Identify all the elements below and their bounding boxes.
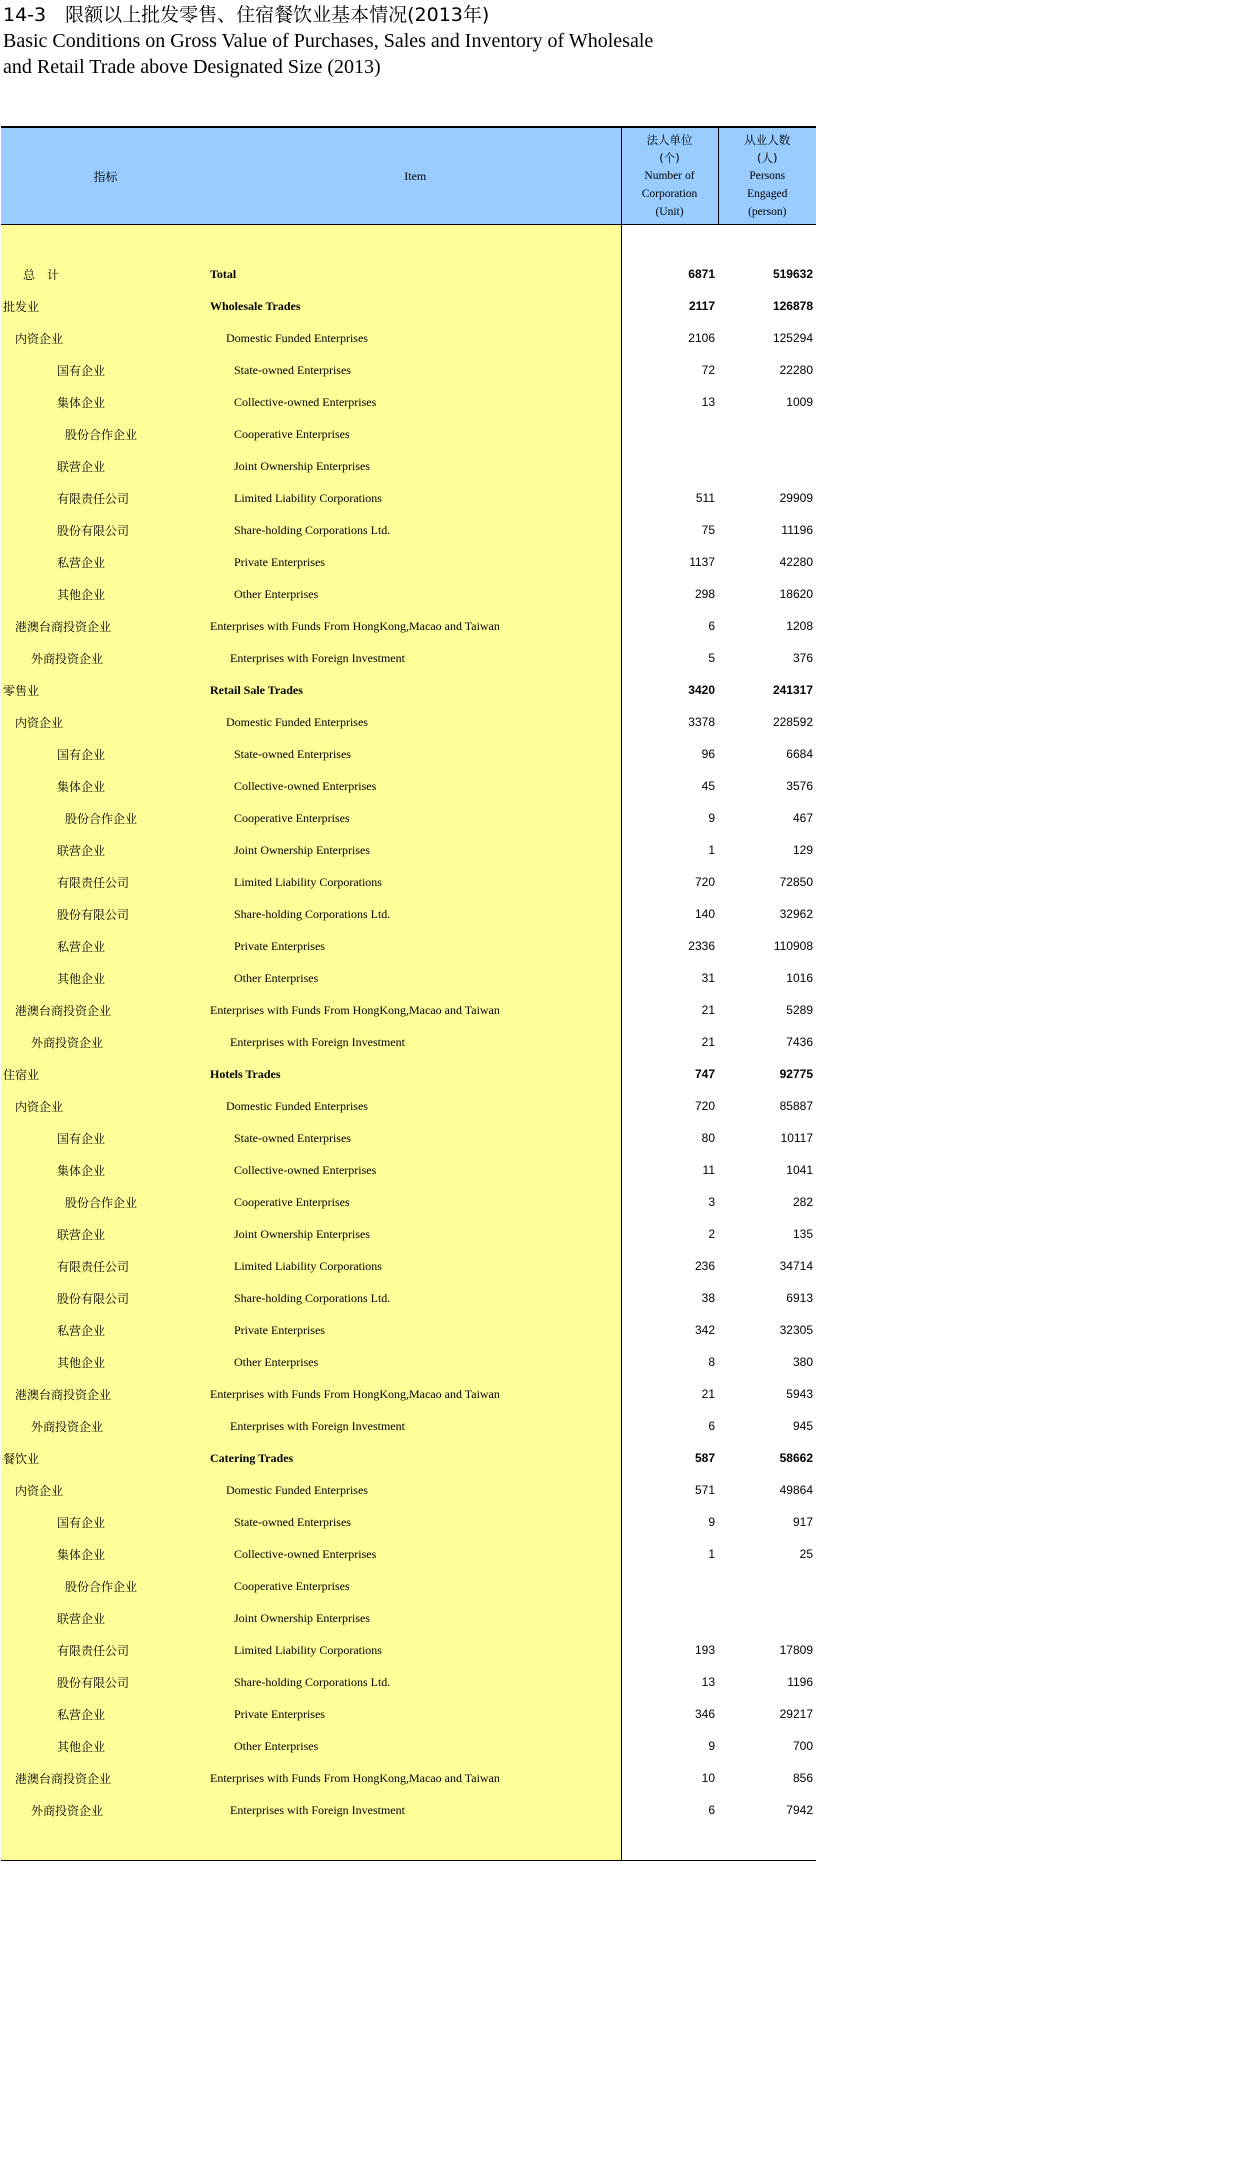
row-persons-value: 85887 bbox=[718, 1090, 816, 1122]
row-corporations-value: 571 bbox=[621, 1474, 718, 1506]
row-corporations-value bbox=[621, 1602, 718, 1634]
header-persons-cn: 从业人数 bbox=[744, 133, 791, 147]
table-bottom-row bbox=[1, 1826, 816, 1861]
row-item-en: Joint Ownership Enterprises bbox=[210, 1602, 621, 1634]
row-persons-value: 376 bbox=[718, 642, 816, 674]
row-corporations-value bbox=[621, 450, 718, 482]
row-corporations-value: 511 bbox=[621, 482, 718, 514]
row-persons-value: 856 bbox=[718, 1762, 816, 1794]
table-row bbox=[1, 1730, 816, 1762]
row-item-en: Cooperative Enterprises bbox=[210, 418, 621, 450]
row-indicator-cn: 其他企业 bbox=[1, 962, 210, 994]
row-persons-value: 241317 bbox=[718, 674, 816, 706]
row-persons-value bbox=[718, 1570, 816, 1602]
row-corporations-value: 31 bbox=[621, 962, 718, 994]
row-indicator-cn: 其他企业 bbox=[1, 1730, 210, 1762]
row-indicator-cn: 私营企业 bbox=[1, 1698, 210, 1730]
page-title-en-line1: Basic Conditions on Gross Value of Purchases, Sales and Inventory of Wholesale bbox=[3, 30, 654, 52]
row-corporations-value bbox=[621, 418, 718, 450]
row-indicator-cn: 股份合作企业 bbox=[1, 1570, 210, 1602]
row-item-en: Enterprises with Foreign Investment bbox=[210, 1026, 621, 1058]
row-corporations-value: 346 bbox=[621, 1698, 718, 1730]
table-row bbox=[1, 1538, 816, 1570]
row-indicator-cn: 国有企业 bbox=[1, 1506, 210, 1538]
row-item-en: Enterprises with Funds From HongKong,Macao and Taiwan bbox=[210, 994, 621, 1026]
header-corporations-cn: 法人单位 bbox=[646, 133, 693, 147]
row-persons-value: 126878 bbox=[718, 290, 816, 322]
row-corporations-value: 13 bbox=[621, 386, 718, 418]
row-item-en: Enterprises with Foreign Investment bbox=[210, 1794, 621, 1826]
row-item-en: Private Enterprises bbox=[210, 546, 621, 578]
row-item-en: Limited Liability Corporations bbox=[210, 1634, 621, 1666]
row-item-en: Collective-owned Enterprises bbox=[210, 1538, 621, 1570]
row-corporations-value: 21 bbox=[621, 1026, 718, 1058]
row-persons-value: 22280 bbox=[718, 354, 816, 386]
row-corporations-value: 2 bbox=[621, 1218, 718, 1250]
row-item-en: Total bbox=[210, 258, 621, 290]
row-item-en: Wholesale Trades bbox=[210, 290, 621, 322]
row-indicator-cn: 股份有限公司 bbox=[1, 1282, 210, 1314]
row-persons-value: 1016 bbox=[718, 962, 816, 994]
row-persons-value: 10117 bbox=[718, 1122, 816, 1154]
table-row bbox=[1, 1698, 816, 1730]
row-item-en: Catering Trades bbox=[210, 1442, 621, 1474]
row-item-en: Domestic Funded Enterprises bbox=[210, 1474, 621, 1506]
table-row bbox=[1, 1442, 816, 1474]
row-item-en: Other Enterprises bbox=[210, 578, 621, 610]
header-persons-en3: (person) bbox=[748, 206, 787, 218]
row-corporations-value: 11 bbox=[621, 1154, 718, 1186]
row-item-en: Enterprises with Foreign Investment bbox=[210, 1410, 621, 1442]
row-corporations-value: 3378 bbox=[621, 706, 718, 738]
row-persons-value: 135 bbox=[718, 1218, 816, 1250]
row-item-en: Share-holding Corporations Ltd. bbox=[210, 1282, 621, 1314]
row-corporations-value: 2106 bbox=[621, 322, 718, 354]
row-indicator-cn: 联营企业 bbox=[1, 834, 210, 866]
row-item-en: Other Enterprises bbox=[210, 1730, 621, 1762]
table-row bbox=[1, 322, 816, 354]
row-corporations-value: 21 bbox=[621, 1378, 718, 1410]
row-corporations-value: 1 bbox=[621, 1538, 718, 1570]
row-item-en: Cooperative Enterprises bbox=[210, 802, 621, 834]
page-title-cn: 14-3 限额以上批发零售、住宿餐饮业基本情况(2013年) bbox=[3, 4, 490, 26]
row-item-en: Private Enterprises bbox=[210, 1698, 621, 1730]
row-persons-value: 3576 bbox=[718, 770, 816, 802]
row-indicator-cn: 内资企业 bbox=[1, 706, 210, 738]
row-corporations-value: 720 bbox=[621, 1090, 718, 1122]
row-item-en: Collective-owned Enterprises bbox=[210, 770, 621, 802]
row-corporations-value: 45 bbox=[621, 770, 718, 802]
table-row bbox=[1, 1314, 816, 1346]
row-persons-value: 5943 bbox=[718, 1378, 816, 1410]
row-corporations-value: 1 bbox=[621, 834, 718, 866]
row-corporations-value: 2117 bbox=[621, 290, 718, 322]
row-indicator-cn: 股份有限公司 bbox=[1, 1666, 210, 1698]
row-item-en: Joint Ownership Enterprises bbox=[210, 1218, 621, 1250]
table-row bbox=[1, 482, 816, 514]
table-row bbox=[1, 706, 816, 738]
header-persons bbox=[718, 127, 816, 225]
row-item-en: Domestic Funded Enterprises bbox=[210, 706, 621, 738]
row-corporations-value: 10 bbox=[621, 1762, 718, 1794]
row-corporations-value: 72 bbox=[621, 354, 718, 386]
row-item-en: Enterprises with Foreign Investment bbox=[210, 642, 621, 674]
row-indicator-cn: 内资企业 bbox=[1, 322, 210, 354]
row-corporations-value bbox=[621, 1570, 718, 1602]
row-item-en: Limited Liability Corporations bbox=[210, 482, 621, 514]
row-corporations-value: 13 bbox=[621, 1666, 718, 1698]
row-indicator-cn: 外商投资企业 bbox=[1, 1794, 210, 1826]
row-corporations-value: 9 bbox=[621, 1730, 718, 1762]
row-indicator-cn: 有限责任公司 bbox=[1, 866, 210, 898]
row-indicator-cn: 内资企业 bbox=[1, 1090, 210, 1122]
row-indicator-cn: 外商投资企业 bbox=[1, 1410, 210, 1442]
table-row bbox=[1, 930, 816, 962]
row-indicator-cn: 集体企业 bbox=[1, 770, 210, 802]
row-persons-value: 25 bbox=[718, 1538, 816, 1570]
row-persons-value: 17809 bbox=[718, 1634, 816, 1666]
row-indicator-cn: 住宿业 bbox=[1, 1058, 210, 1090]
row-corporations-value: 140 bbox=[621, 898, 718, 930]
row-item-en: State-owned Enterprises bbox=[210, 1506, 621, 1538]
row-indicator-cn: 外商投资企业 bbox=[1, 1026, 210, 1058]
row-item-en: Share-holding Corporations Ltd. bbox=[210, 1666, 621, 1698]
row-indicator-cn: 国有企业 bbox=[1, 1122, 210, 1154]
row-indicator-cn: 有限责任公司 bbox=[1, 1250, 210, 1282]
row-persons-value: 1009 bbox=[718, 386, 816, 418]
table-row bbox=[1, 642, 816, 674]
row-item-en: Enterprises with Funds From HongKong,Macao and Taiwan bbox=[210, 1762, 621, 1794]
row-persons-value: 72850 bbox=[718, 866, 816, 898]
table-body bbox=[1, 225, 816, 1861]
row-persons-value: 58662 bbox=[718, 1442, 816, 1474]
table-row bbox=[1, 354, 816, 386]
table-row bbox=[1, 1570, 816, 1602]
row-indicator-cn: 有限责任公司 bbox=[1, 482, 210, 514]
row-item-en: Joint Ownership Enterprises bbox=[210, 834, 621, 866]
row-item-en: State-owned Enterprises bbox=[210, 354, 621, 386]
header-corporations-unit-cn: (个) bbox=[659, 151, 680, 165]
row-persons-value bbox=[718, 418, 816, 450]
table-row bbox=[1, 1058, 816, 1090]
row-corporations-value: 9 bbox=[621, 1506, 718, 1538]
row-item-en: Other Enterprises bbox=[210, 1346, 621, 1378]
row-item-en: Enterprises with Funds From HongKong,Macao and Taiwan bbox=[210, 1378, 621, 1410]
table-row bbox=[1, 866, 816, 898]
row-persons-value: 6684 bbox=[718, 738, 816, 770]
table-row bbox=[1, 802, 816, 834]
table-row bbox=[1, 674, 816, 706]
table-row bbox=[1, 1250, 816, 1282]
row-corporations-value: 3420 bbox=[621, 674, 718, 706]
row-persons-value: 7942 bbox=[718, 1794, 816, 1826]
row-indicator-cn: 股份合作企业 bbox=[1, 1186, 210, 1218]
row-item-en: Share-holding Corporations Ltd. bbox=[210, 514, 621, 546]
row-corporations-value: 6 bbox=[621, 1794, 718, 1826]
table-row bbox=[1, 1378, 816, 1410]
row-indicator-cn: 港澳台商投资企业 bbox=[1, 610, 210, 642]
table-row bbox=[1, 738, 816, 770]
row-persons-value bbox=[718, 1602, 816, 1634]
row-item-en: Share-holding Corporations Ltd. bbox=[210, 898, 621, 930]
table-row bbox=[1, 386, 816, 418]
table-spacer-row bbox=[1, 225, 816, 259]
row-corporations-value: 6 bbox=[621, 610, 718, 642]
row-persons-value: 11196 bbox=[718, 514, 816, 546]
header-corporations-en2: Corporation bbox=[641, 188, 698, 200]
header-corporations-en3: (Unit) bbox=[655, 206, 684, 218]
row-indicator-cn: 其他企业 bbox=[1, 1346, 210, 1378]
row-persons-value: 110908 bbox=[718, 930, 816, 962]
row-persons-value: 34714 bbox=[718, 1250, 816, 1282]
row-item-en: Limited Liability Corporations bbox=[210, 866, 621, 898]
table-row bbox=[1, 898, 816, 930]
row-indicator-cn: 内资企业 bbox=[1, 1474, 210, 1506]
row-indicator-cn: 总 计 bbox=[1, 258, 210, 290]
row-corporations-value: 747 bbox=[621, 1058, 718, 1090]
row-persons-value: 1041 bbox=[718, 1154, 816, 1186]
row-item-en: Domestic Funded Enterprises bbox=[210, 1090, 621, 1122]
table-row bbox=[1, 1122, 816, 1154]
row-corporations-value: 6 bbox=[621, 1410, 718, 1442]
row-corporations-value: 3 bbox=[621, 1186, 718, 1218]
table-row bbox=[1, 770, 816, 802]
row-indicator-cn: 联营企业 bbox=[1, 450, 210, 482]
row-persons-value bbox=[718, 450, 816, 482]
header-item: Item bbox=[210, 127, 621, 225]
row-indicator-cn: 联营企业 bbox=[1, 1602, 210, 1634]
table-row bbox=[1, 1634, 816, 1666]
row-corporations-value: 587 bbox=[621, 1442, 718, 1474]
row-indicator-cn: 集体企业 bbox=[1, 386, 210, 418]
row-indicator-cn: 外商投资企业 bbox=[1, 642, 210, 674]
row-corporations-value: 720 bbox=[621, 866, 718, 898]
table-row bbox=[1, 1474, 816, 1506]
header-persons-unit-cn: (人) bbox=[757, 151, 778, 165]
header-indicator: 指标 bbox=[1, 127, 210, 225]
row-item-en: Retail Sale Trades bbox=[210, 674, 621, 706]
table-row bbox=[1, 1090, 816, 1122]
table-row bbox=[1, 418, 816, 450]
table-row bbox=[1, 610, 816, 642]
row-persons-value: 917 bbox=[718, 1506, 816, 1538]
row-corporations-value: 21 bbox=[621, 994, 718, 1026]
row-corporations-value: 38 bbox=[621, 1282, 718, 1314]
row-item-en: Cooperative Enterprises bbox=[210, 1186, 621, 1218]
row-persons-value: 5289 bbox=[718, 994, 816, 1026]
row-persons-value: 7436 bbox=[718, 1026, 816, 1058]
row-persons-value: 92775 bbox=[718, 1058, 816, 1090]
table-row bbox=[1, 1282, 816, 1314]
row-item-en: Hotels Trades bbox=[210, 1058, 621, 1090]
page-title-en-line2: and Retail Trade above Designated Size (2013) bbox=[3, 56, 381, 78]
row-indicator-cn: 联营企业 bbox=[1, 1218, 210, 1250]
row-persons-value: 945 bbox=[718, 1410, 816, 1442]
row-indicator-cn: 港澳台商投资企业 bbox=[1, 1762, 210, 1794]
row-indicator-cn: 有限责任公司 bbox=[1, 1634, 210, 1666]
row-persons-value: 380 bbox=[718, 1346, 816, 1378]
row-item-en: State-owned Enterprises bbox=[210, 738, 621, 770]
row-corporations-value: 193 bbox=[621, 1634, 718, 1666]
table-row bbox=[1, 1602, 816, 1634]
table-row bbox=[1, 578, 816, 610]
table-row bbox=[1, 1794, 816, 1826]
row-indicator-cn: 集体企业 bbox=[1, 1538, 210, 1570]
row-persons-value: 42280 bbox=[718, 546, 816, 578]
table-row bbox=[1, 1506, 816, 1538]
row-item-en: Collective-owned Enterprises bbox=[210, 1154, 621, 1186]
row-item-en: Limited Liability Corporations bbox=[210, 1250, 621, 1282]
table-row bbox=[1, 1666, 816, 1698]
row-corporations-value: 75 bbox=[621, 514, 718, 546]
row-corporations-value: 298 bbox=[621, 578, 718, 610]
table-row bbox=[1, 1186, 816, 1218]
row-indicator-cn: 其他企业 bbox=[1, 578, 210, 610]
row-indicator-cn: 股份有限公司 bbox=[1, 898, 210, 930]
row-persons-value: 519632 bbox=[718, 258, 816, 290]
header-corporations-en1: Number of bbox=[644, 170, 695, 182]
row-item-en: Private Enterprises bbox=[210, 930, 621, 962]
header-persons-en1: Persons bbox=[749, 170, 786, 182]
row-item-en: Enterprises with Funds From HongKong,Macao and Taiwan bbox=[210, 610, 621, 642]
row-item-en: Other Enterprises bbox=[210, 962, 621, 994]
table-row bbox=[1, 962, 816, 994]
row-persons-value: 700 bbox=[718, 1730, 816, 1762]
header-corporations bbox=[621, 127, 718, 225]
row-indicator-cn: 餐饮业 bbox=[1, 1442, 210, 1474]
row-corporations-value: 2336 bbox=[621, 930, 718, 962]
row-persons-value: 6913 bbox=[718, 1282, 816, 1314]
row-corporations-value: 6871 bbox=[621, 258, 718, 290]
row-corporations-value: 8 bbox=[621, 1346, 718, 1378]
row-indicator-cn: 股份有限公司 bbox=[1, 514, 210, 546]
row-corporations-value: 96 bbox=[621, 738, 718, 770]
table-row bbox=[1, 1026, 816, 1058]
row-indicator-cn: 港澳台商投资企业 bbox=[1, 1378, 210, 1410]
row-persons-value: 1208 bbox=[718, 610, 816, 642]
row-persons-value: 228592 bbox=[718, 706, 816, 738]
row-indicator-cn: 零售业 bbox=[1, 674, 210, 706]
row-indicator-cn: 国有企业 bbox=[1, 738, 210, 770]
statistics-table bbox=[1, 126, 816, 1861]
row-persons-value: 29217 bbox=[718, 1698, 816, 1730]
table-row bbox=[1, 1410, 816, 1442]
row-corporations-value: 5 bbox=[621, 642, 718, 674]
table-row bbox=[1, 834, 816, 866]
row-persons-value: 282 bbox=[718, 1186, 816, 1218]
table-row bbox=[1, 546, 816, 578]
row-indicator-cn: 集体企业 bbox=[1, 1154, 210, 1186]
header-persons-en2: Engaged bbox=[747, 188, 788, 200]
row-indicator-cn: 批发业 bbox=[1, 290, 210, 322]
row-indicator-cn: 港澳台商投资企业 bbox=[1, 994, 210, 1026]
table-row bbox=[1, 514, 816, 546]
row-persons-value: 467 bbox=[718, 802, 816, 834]
row-indicator-cn: 股份合作企业 bbox=[1, 418, 210, 450]
table-row bbox=[1, 290, 816, 322]
row-item-en: Collective-owned Enterprises bbox=[210, 386, 621, 418]
row-indicator-cn: 私营企业 bbox=[1, 546, 210, 578]
row-persons-value: 29909 bbox=[718, 482, 816, 514]
row-corporations-value: 80 bbox=[621, 1122, 718, 1154]
title-block bbox=[3, 2, 763, 80]
row-corporations-value: 1137 bbox=[621, 546, 718, 578]
row-persons-value: 129 bbox=[718, 834, 816, 866]
table-row bbox=[1, 1762, 816, 1794]
row-item-en: Domestic Funded Enterprises bbox=[210, 322, 621, 354]
row-indicator-cn: 私营企业 bbox=[1, 930, 210, 962]
row-indicator-cn: 国有企业 bbox=[1, 354, 210, 386]
row-corporations-value: 9 bbox=[621, 802, 718, 834]
row-persons-value: 1196 bbox=[718, 1666, 816, 1698]
row-indicator-cn: 股份合作企业 bbox=[1, 802, 210, 834]
table-header-row bbox=[1, 127, 816, 225]
row-corporations-value: 342 bbox=[621, 1314, 718, 1346]
row-item-en: Private Enterprises bbox=[210, 1314, 621, 1346]
row-persons-value: 18620 bbox=[718, 578, 816, 610]
row-corporations-value: 236 bbox=[621, 1250, 718, 1282]
table-row bbox=[1, 1154, 816, 1186]
row-indicator-cn: 私营企业 bbox=[1, 1314, 210, 1346]
row-persons-value: 49864 bbox=[718, 1474, 816, 1506]
table-row bbox=[1, 994, 816, 1026]
row-item-en: State-owned Enterprises bbox=[210, 1122, 621, 1154]
row-item-en: Joint Ownership Enterprises bbox=[210, 450, 621, 482]
table-row bbox=[1, 450, 816, 482]
row-persons-value: 32962 bbox=[718, 898, 816, 930]
table-row bbox=[1, 258, 816, 290]
table-row bbox=[1, 1346, 816, 1378]
row-persons-value: 32305 bbox=[718, 1314, 816, 1346]
row-persons-value: 125294 bbox=[718, 322, 816, 354]
table-row bbox=[1, 1218, 816, 1250]
row-item-en: Cooperative Enterprises bbox=[210, 1570, 621, 1602]
